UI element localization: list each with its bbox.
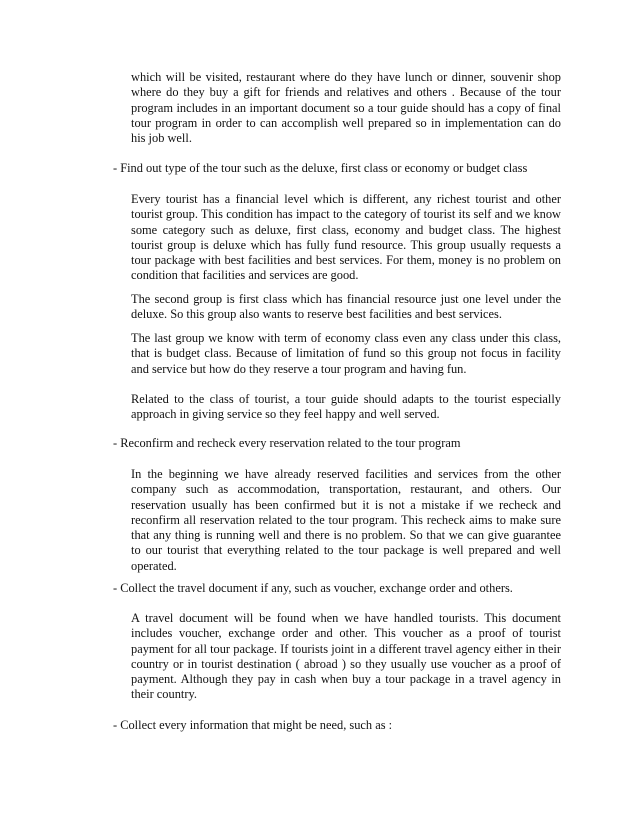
paragraph-class-first: The second group is first class which has financial resource just one level under the deluxe. So this group also wants to reserve best facilities and best services. (131, 292, 561, 322)
paragraph-travel-document: A travel document will be found when we have handled tourists. This document includes voucher, exchange order and other. This voucher as a proof of tourist payment for all tour package. If tourists joint in a different travel agency either in their country or in tourist destination ( abroad ) so they usually use voucher as a proof of payment. Although they pay in cash when buy a tour package in a travel agency in their country. (131, 611, 561, 702)
bullet-collect-information: - Collect every information that might be need, such as : (113, 718, 393, 732)
paragraph-class-economy: The last group we know with term of economy class even any class under this class, that is budget class. Because of limitation of fund so this group not focus in facility and service but how do they reserve a tour program and having fun. (131, 331, 561, 376)
bullet-tour-class: - Find out type of the tour such as the deluxe, first class or economy or budget class (113, 161, 528, 175)
paragraph-class-deluxe: Every tourist has a financial level which is different, any richest tourist and other tourist group. This condition has impact to the category of tourist its self and we know some category such as deluxe, first class, economy and budget class. The highest tourist group is deluxe which has fully fund resource. This group usually requests a tour package with best facilities and best services. For them, money is no problem on condition that facilities and services are good. (131, 192, 561, 283)
bullet-travel-document: - Collect the travel document if any, such as voucher, exchange order and others. (113, 581, 513, 595)
paragraph-tour-program: which will be visited, restaurant where do they have lunch or dinner, souvenir shop where do they buy a gift for friends and relatives and others . Because of the tour program includes in an important document so a tour guide should has a copy of final tour program in order to can accomplish well prepared so in implementation can do his job well. (131, 70, 561, 146)
bullet-reconfirm: - Reconfirm and recheck every reservation related to the tour program (113, 436, 461, 450)
paragraph-class-guide: Related to the class of tourist, a tour guide should adapts to the tourist especially approach in giving service so they feel happy and well served. (131, 392, 561, 422)
paragraph-reconfirm: In the beginning we have already reserved facilities and services from the other company such as accommodation, transportation, restaurant, and others. Our reservation usually has been confirmed but it is not a mistake if we recheck and reconfirm all reservation related to the tour program. This recheck aims to make sure that any thing is running well and there is no problem. So that we can give guarantee to our tourist that everything related to the tour package is well prepared and well operated. (131, 467, 561, 573)
